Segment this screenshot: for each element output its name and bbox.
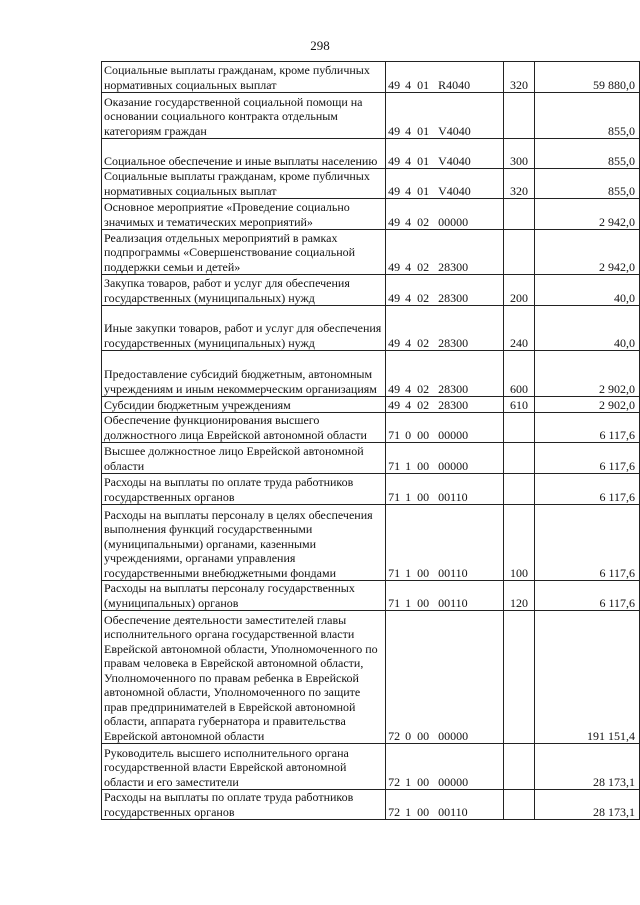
table-row	[102, 93, 640, 139]
expense-type-cell	[503, 199, 535, 230]
code-segment: 4	[405, 382, 412, 396]
code-segment: 1	[405, 775, 412, 789]
table-row	[102, 306, 640, 351]
page-number: 298	[310, 38, 330, 53]
target-article-code-cell	[386, 306, 504, 351]
code-segment: 00	[417, 490, 430, 504]
expense-type-cell: 600	[503, 351, 535, 397]
table-row	[102, 744, 640, 790]
amount-cell: 6 117,6	[535, 581, 640, 611]
code-segment: 71	[388, 596, 401, 610]
expense-type-cell	[503, 230, 535, 275]
target-article-code-cell	[386, 62, 504, 93]
expense-type-cell	[503, 611, 535, 744]
target-article-code-cell	[386, 611, 504, 744]
code-segment: 4	[405, 260, 412, 274]
target-article-code-cell	[386, 199, 504, 230]
code-segment: 49	[388, 260, 401, 274]
expense-type-cell	[503, 443, 535, 474]
budget-table-body	[102, 62, 640, 820]
code-segment: 49	[388, 215, 401, 229]
code-segment: 4	[405, 154, 412, 168]
expense-name-cell: Расходы на выплаты персоналу государственных (муниципальных) органов	[102, 581, 386, 611]
code-segment: 1	[405, 805, 412, 819]
budget-table	[101, 61, 640, 820]
code-segment: 01	[417, 154, 430, 168]
code-segment: 72	[388, 729, 401, 743]
target-article-code-cell	[386, 275, 504, 306]
expense-name-cell: Оказание государственной социальной помощи на основании социального контракта отдельным категориям граждан	[102, 93, 386, 139]
code-segment: 00000	[438, 459, 469, 473]
amount-cell: 2 902,0	[535, 397, 640, 413]
code-segment: 02	[417, 336, 430, 350]
expense-type-cell: 100	[503, 505, 535, 581]
code-segment: 00000	[438, 729, 469, 743]
code-segment: 49	[388, 124, 401, 138]
expense-type-cell: 120	[503, 581, 535, 611]
code-segment: 00	[417, 566, 430, 580]
table-row	[102, 790, 640, 820]
target-article-code-cell	[386, 474, 504, 505]
code-segment: 4	[405, 291, 412, 305]
code-segment: 00000	[438, 428, 469, 442]
code-segment: V4040	[438, 184, 471, 198]
expense-name-cell: Субсидии бюджетным учреждениям	[102, 397, 386, 413]
expense-name-cell: Предоставление субсидий бюджетным, автономным учреждениям и иным некоммерческим организациям	[102, 351, 386, 397]
code-segment: 00110	[438, 805, 468, 819]
table-row	[102, 505, 640, 581]
table-row	[102, 351, 640, 397]
table-row	[102, 611, 640, 744]
expense-name-cell: Расходы на выплаты персоналу в целях обеспечения выполнения функций государственными (муниципальными) органами, казенными учреждениями, органами управления государственными внебюджетными фондами	[102, 505, 386, 581]
expense-name-cell: Социальное обеспечение и иные выплаты населению	[102, 139, 386, 169]
code-segment: 4	[405, 184, 412, 198]
expense-name-cell: Социальные выплаты гражданам, кроме публичных нормативных социальных выплат	[102, 169, 386, 199]
code-segment: 0	[405, 729, 412, 743]
expense-type-cell	[503, 474, 535, 505]
target-article-code-cell	[386, 790, 504, 820]
amount-cell: 855,0	[535, 169, 640, 199]
code-segment: 02	[417, 260, 430, 274]
code-segment: 49	[388, 154, 401, 168]
table-row	[102, 397, 640, 413]
code-segment: R4040	[438, 78, 471, 92]
table-row	[102, 581, 640, 611]
expense-type-cell: 320	[503, 62, 535, 93]
expense-name-cell: Обеспечение функционирования высшего должностного лица Еврейской автономной области	[102, 413, 386, 443]
target-article-code-cell	[386, 443, 504, 474]
target-article-code-cell	[386, 581, 504, 611]
expense-type-cell: 240	[503, 306, 535, 351]
amount-cell: 28 173,1	[535, 790, 640, 820]
code-segment: 00110	[438, 596, 468, 610]
expense-type-cell	[503, 744, 535, 790]
target-article-code-cell	[386, 397, 504, 413]
expense-name-cell: Иные закупки товаров, работ и услуг для обеспечения государственных (муниципальных) нужд	[102, 306, 386, 351]
target-article-code-cell	[386, 169, 504, 199]
amount-cell: 2 942,0	[535, 230, 640, 275]
code-segment: 1	[405, 596, 412, 610]
code-segment: 4	[405, 215, 412, 229]
table-row	[102, 62, 640, 93]
amount-cell: 6 117,6	[535, 474, 640, 505]
code-segment: 00000	[438, 215, 469, 229]
code-segment: 4	[405, 78, 412, 92]
amount-cell: 28 173,1	[535, 744, 640, 790]
expense-name-cell: Обеспечение деятельности заместителей главы исполнительного органа государственной власти Еврейской автономной области, Уполномоченного по правам человека в Еврейской автономной области, Уполномоченного по правам ребенка в Еврейской автономной области, Уполномоченного по защите прав предпринимателей в Еврейской автономной области, аппарата губернатора и правительства Еврейской автономной области	[102, 611, 386, 744]
target-article-code-cell	[386, 744, 504, 790]
amount-cell: 59 880,0	[535, 62, 640, 93]
code-segment: 00110	[438, 566, 468, 580]
code-segment: 49	[388, 398, 401, 412]
amount-cell: 855,0	[535, 139, 640, 169]
code-segment: 00	[417, 805, 430, 819]
amount-cell: 2 902,0	[535, 351, 640, 397]
code-segment: 02	[417, 398, 430, 412]
table-row	[102, 413, 640, 443]
expense-name-cell: Высшее должностное лицо Еврейской автономной области	[102, 443, 386, 474]
amount-cell: 40,0	[535, 306, 640, 351]
code-segment: 4	[405, 398, 412, 412]
table-row	[102, 474, 640, 505]
expense-name-cell: Руководитель высшего исполнительного органа государственной власти Еврейской автономной области и его заместители	[102, 744, 386, 790]
expense-name-cell: Основное мероприятие «Проведение социально значимых и тематических мероприятий»	[102, 199, 386, 230]
code-segment: V4040	[438, 124, 471, 138]
table-row	[102, 230, 640, 275]
code-segment: 49	[388, 184, 401, 198]
expense-name-cell: Закупка товаров, работ и услуг для обеспечения государственных (муниципальных) нужд	[102, 275, 386, 306]
amount-cell: 6 117,6	[535, 413, 640, 443]
expense-name-cell: Расходы на выплаты по оплате труда работников государственных органов	[102, 790, 386, 820]
code-segment: 28300	[438, 382, 469, 396]
code-segment: 28300	[438, 260, 469, 274]
expense-name-cell: Расходы на выплаты по оплате труда работников государственных органов	[102, 474, 386, 505]
code-segment: 71	[388, 566, 401, 580]
code-segment: 1	[405, 490, 412, 504]
expense-type-cell	[503, 93, 535, 139]
amount-cell: 40,0	[535, 275, 640, 306]
code-segment: V4040	[438, 154, 471, 168]
code-segment: 00110	[438, 490, 468, 504]
code-segment: 00000	[438, 775, 469, 789]
code-segment: 02	[417, 382, 430, 396]
code-segment: 1	[405, 566, 412, 580]
code-segment: 00	[417, 596, 430, 610]
amount-cell: 855,0	[535, 93, 640, 139]
expense-type-cell: 200	[503, 275, 535, 306]
code-segment: 02	[417, 215, 430, 229]
expense-type-cell: 320	[503, 169, 535, 199]
code-segment: 00	[417, 428, 430, 442]
code-segment: 01	[417, 124, 430, 138]
table-row	[102, 275, 640, 306]
code-segment: 71	[388, 428, 401, 442]
code-segment: 02	[417, 291, 430, 305]
code-segment: 4	[405, 336, 412, 350]
code-segment: 49	[388, 78, 401, 92]
expense-name-cell: Реализация отдельных мероприятий в рамках подпрограммы «Совершенствование социальной поддержки семьи и детей»	[102, 230, 386, 275]
code-segment: 49	[388, 291, 401, 305]
table-row	[102, 139, 640, 169]
code-segment: 0	[405, 428, 412, 442]
expense-type-cell	[503, 413, 535, 443]
expense-name-cell: Социальные выплаты гражданам, кроме публичных нормативных социальных выплат	[102, 62, 386, 93]
target-article-code-cell	[386, 230, 504, 275]
expense-type-cell	[503, 790, 535, 820]
target-article-code-cell	[386, 351, 504, 397]
table-row	[102, 199, 640, 230]
code-segment: 72	[388, 805, 401, 819]
table-row	[102, 169, 640, 199]
code-segment: 1	[405, 459, 412, 473]
amount-cell: 6 117,6	[535, 505, 640, 581]
target-article-code-cell	[386, 93, 504, 139]
code-segment: 28300	[438, 336, 469, 350]
code-segment: 00	[417, 729, 430, 743]
target-article-code-cell	[386, 139, 504, 169]
code-segment: 71	[388, 459, 401, 473]
code-segment: 49	[388, 336, 401, 350]
code-segment: 00	[417, 459, 430, 473]
target-article-code-cell	[386, 413, 504, 443]
amount-cell: 191 151,4	[535, 611, 640, 744]
code-segment: 71	[388, 490, 401, 504]
amount-cell: 6 117,6	[535, 443, 640, 474]
code-segment: 01	[417, 78, 430, 92]
expense-type-cell: 300	[503, 139, 535, 169]
code-segment: 00	[417, 775, 430, 789]
code-segment: 49	[388, 382, 401, 396]
code-segment: 72	[388, 775, 401, 789]
target-article-code-cell	[386, 505, 504, 581]
code-segment: 4	[405, 124, 412, 138]
amount-cell: 2 942,0	[535, 199, 640, 230]
code-segment: 28300	[438, 291, 469, 305]
code-segment: 01	[417, 184, 430, 198]
expense-type-cell: 610	[503, 397, 535, 413]
table-row	[102, 443, 640, 474]
code-segment: 28300	[438, 398, 469, 412]
